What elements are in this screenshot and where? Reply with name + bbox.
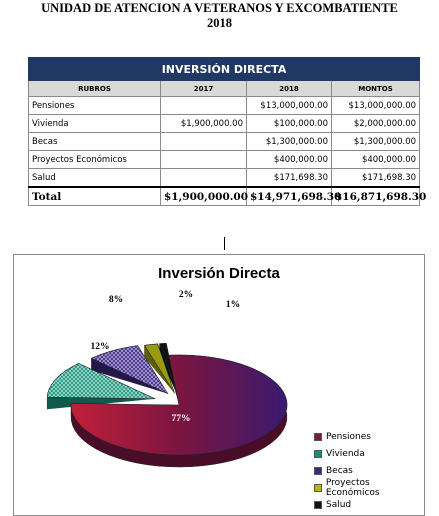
table-row [29,115,420,133]
cell-2018: $100,000.00 [247,115,332,133]
data-label-proyectos-económicos: 2% [178,290,194,300]
header-rubros: RUBROS [29,81,161,97]
legend-label: Proyectos Económicos [325,477,380,498]
legend-item [314,428,424,445]
legend-swatch [314,467,322,475]
cell-2018: $400,000.00 [247,151,332,169]
cell-montos: $400,000.00 [332,151,420,169]
cell-2018: $171,698.30 [247,169,332,188]
total-label: Total [29,187,161,206]
table-row [29,133,420,151]
legend-item [314,445,424,462]
row-label: Vivienda [29,115,161,133]
legend-item [314,496,424,513]
total-2018: $14,971,698.30 [247,187,332,206]
cell-montos: $1,300,000.00 [332,133,420,151]
legend-swatch [314,450,322,458]
legend-item [314,479,424,496]
cell-montos: $13,000,000.00 [332,97,420,115]
pie-chart [13,254,425,516]
cell-2018: $13,000,000.00 [247,97,332,115]
legend-swatch [314,484,322,492]
legend-label: Pensiones [326,431,371,442]
table-row [29,97,420,115]
cell-montos: $171,698.30 [332,169,420,188]
cell-montos: $2,000,000.00 [332,115,420,133]
data-label-becas: 8% [108,295,124,305]
legend-item [314,462,424,479]
chart-title: Inversión Directa [158,265,280,282]
investment-table [28,57,427,206]
document-title-line2: 2018 [207,16,232,30]
total-2017: $1,900,000.00 [161,187,247,206]
data-label-pensiones: 77% [171,414,191,424]
header-montos: MONTOS [332,81,420,97]
cell-2017 [161,151,247,169]
header-2017: 2017 [161,81,247,97]
cell-2017 [161,133,247,151]
legend-swatch [314,433,322,441]
document-title-line1: UNIDAD DE ATENCION A VETERANOS Y EXCOMBATIENTE [41,1,398,15]
text-cursor [224,237,225,250]
data-label-vivienda: 12% [90,342,110,352]
document-title [0,1,439,31]
cell-2017 [161,169,247,188]
legend-label: Vivienda [326,448,365,459]
table-banner: INVERSIÓN DIRECTA [29,58,420,81]
legend-swatch [314,501,322,509]
chart-legend [314,428,424,513]
table-row [29,169,420,188]
row-label: Proyectos Económicos [29,151,161,169]
table-row [29,151,420,169]
legend-label: Becas [326,465,353,476]
total-montos: $16,871,698.30 [332,187,420,206]
legend-label: Salud [326,499,352,510]
row-label: Salud [29,169,161,188]
header-2018: 2018 [247,81,332,97]
cell-2018: $1,300,000.00 [247,133,332,151]
cell-2017: $1,900,000.00 [161,115,247,133]
data-label-salud: 1% [225,300,241,310]
row-label: Pensiones [29,97,161,115]
row-label: Becas [29,133,161,151]
total-row [29,187,420,206]
cell-2017 [161,97,247,115]
